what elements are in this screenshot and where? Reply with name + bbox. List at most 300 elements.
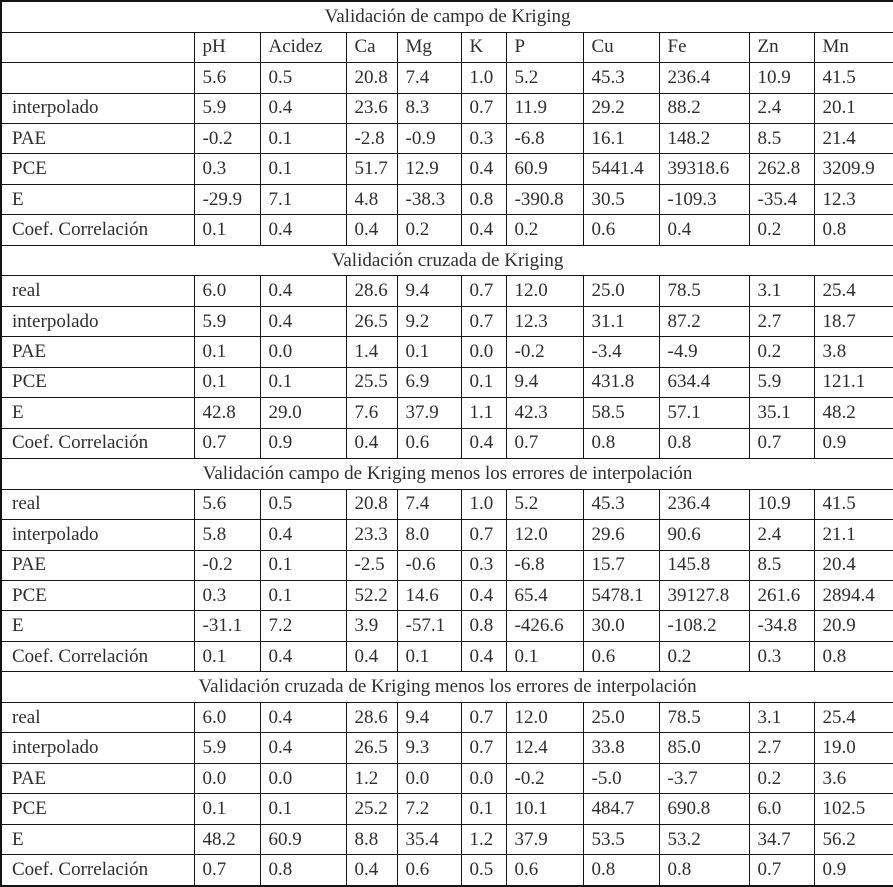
value-cell: 145.8	[659, 550, 749, 580]
value-cell: 0.4	[346, 641, 397, 671]
value-cell: 8.8	[346, 824, 397, 854]
value-cell: 0.3	[461, 550, 506, 580]
value-cell: 18.7	[814, 306, 893, 336]
value-cell: 121.1	[814, 367, 893, 397]
value-cell: 60.9	[506, 154, 583, 184]
value-cell: 5.2	[506, 489, 583, 519]
value-cell: 10.1	[506, 794, 583, 824]
value-cell: 23.6	[346, 93, 397, 123]
value-cell: 0.4	[260, 702, 346, 732]
value-cell: 42.3	[506, 398, 583, 428]
section-title: Validación campo de Kriging menos los errores de interpolación	[1, 459, 893, 489]
column-header-cell: Mn	[814, 32, 893, 62]
table-row	[1, 184, 893, 214]
value-cell: 0.1	[194, 367, 260, 397]
value-cell: 0.8	[659, 855, 749, 886]
value-cell: 26.5	[346, 306, 397, 336]
value-cell: 0.7	[461, 702, 506, 732]
value-cell: 0.1	[194, 641, 260, 671]
value-cell: 57.1	[659, 398, 749, 428]
value-cell: 29.2	[583, 93, 659, 123]
value-cell: -34.8	[749, 611, 814, 641]
column-header-cell: P	[506, 32, 583, 62]
value-cell: 0.4	[260, 215, 346, 245]
value-cell: 25.4	[814, 702, 893, 732]
value-cell: 0.7	[506, 428, 583, 458]
table-row	[1, 581, 893, 611]
value-cell: -390.8	[506, 184, 583, 214]
value-cell: 0.1	[260, 581, 346, 611]
value-cell: 3.6	[814, 763, 893, 793]
value-cell: 0.2	[749, 763, 814, 793]
value-cell: 56.2	[814, 824, 893, 854]
value-cell: 0.6	[397, 855, 461, 886]
value-cell: -57.1	[397, 611, 461, 641]
value-cell: 0.2	[397, 215, 461, 245]
value-cell: 11.9	[506, 93, 583, 123]
value-cell: 31.1	[583, 306, 659, 336]
row-label: PCE	[1, 794, 194, 824]
value-cell: 431.8	[583, 367, 659, 397]
value-cell: 0.6	[583, 641, 659, 671]
value-cell: 1.2	[461, 824, 506, 854]
value-cell: 9.2	[397, 306, 461, 336]
table-row	[1, 855, 893, 886]
value-cell: 48.2	[814, 398, 893, 428]
row-label: Coef. Correlación	[1, 215, 194, 245]
value-cell: 1.0	[461, 489, 506, 519]
row-label: PCE	[1, 154, 194, 184]
value-cell: 8.0	[397, 520, 461, 550]
value-cell: 0.4	[346, 855, 397, 886]
value-cell: 29.6	[583, 520, 659, 550]
value-cell: 0.4	[461, 581, 506, 611]
value-cell: -35.4	[749, 184, 814, 214]
value-cell: 5.9	[749, 367, 814, 397]
value-cell: 0.0	[461, 337, 506, 367]
value-cell: 261.6	[749, 581, 814, 611]
value-cell: 262.8	[749, 154, 814, 184]
table-row	[1, 550, 893, 580]
row-label: E	[1, 824, 194, 854]
value-cell: 5.6	[194, 63, 260, 93]
table-row	[1, 93, 893, 123]
table-row	[1, 337, 893, 367]
table-row	[1, 63, 893, 93]
value-cell: 0.7	[749, 428, 814, 458]
row-label: interpolado	[1, 306, 194, 336]
value-cell: 0.7	[194, 855, 260, 886]
value-cell: 0.6	[397, 428, 461, 458]
value-cell: 7.6	[346, 398, 397, 428]
value-cell: 3.1	[749, 702, 814, 732]
value-cell: -426.6	[506, 611, 583, 641]
value-cell: 21.4	[814, 123, 893, 153]
value-cell: 0.3	[194, 581, 260, 611]
row-label: PCE	[1, 367, 194, 397]
value-cell: 30.0	[583, 611, 659, 641]
value-cell: 45.3	[583, 489, 659, 519]
table-row	[1, 702, 893, 732]
value-cell: 0.2	[749, 337, 814, 367]
value-cell: 0.4	[659, 215, 749, 245]
table-row	[1, 276, 893, 306]
value-cell: 1.1	[461, 398, 506, 428]
value-cell: 9.4	[397, 702, 461, 732]
value-cell: 20.1	[814, 93, 893, 123]
value-cell: 87.2	[659, 306, 749, 336]
value-cell: 0.1	[461, 367, 506, 397]
row-label: PCE	[1, 581, 194, 611]
value-cell: 52.2	[346, 581, 397, 611]
value-cell: 102.5	[814, 794, 893, 824]
value-cell: 28.6	[346, 276, 397, 306]
row-label: Coef. Correlación	[1, 641, 194, 671]
value-cell: 0.4	[260, 520, 346, 550]
value-cell: 10.9	[749, 63, 814, 93]
table-row	[1, 428, 893, 458]
value-cell: 12.3	[506, 306, 583, 336]
value-cell: 0.4	[461, 215, 506, 245]
value-cell: 0.1	[260, 794, 346, 824]
value-cell: 0.1	[260, 550, 346, 580]
value-cell: -2.8	[346, 123, 397, 153]
value-cell: 148.2	[659, 123, 749, 153]
row-label: E	[1, 398, 194, 428]
value-cell: 4.8	[346, 184, 397, 214]
row-label: real	[1, 276, 194, 306]
value-cell: 88.2	[659, 93, 749, 123]
value-cell: 0.6	[506, 855, 583, 886]
value-cell: 0.4	[461, 641, 506, 671]
value-cell: 634.4	[659, 367, 749, 397]
value-cell: -31.1	[194, 611, 260, 641]
value-cell: 21.1	[814, 520, 893, 550]
value-cell: 5478.1	[583, 581, 659, 611]
value-cell: 0.2	[659, 641, 749, 671]
table-row	[1, 611, 893, 641]
value-cell: 0.1	[260, 154, 346, 184]
value-cell: 42.8	[194, 398, 260, 428]
value-cell: 0.7	[194, 428, 260, 458]
row-label: interpolado	[1, 520, 194, 550]
value-cell: 0.2	[506, 215, 583, 245]
value-cell: 0.1	[194, 337, 260, 367]
value-cell: -0.9	[397, 123, 461, 153]
value-cell: -0.2	[506, 337, 583, 367]
value-cell: 484.7	[583, 794, 659, 824]
section-title: Validación cruzada de Kriging	[1, 245, 893, 275]
value-cell: 0.1	[194, 794, 260, 824]
value-cell: 3209.9	[814, 154, 893, 184]
value-cell: 0.1	[260, 123, 346, 153]
value-cell: 690.8	[659, 794, 749, 824]
section-title-row	[1, 459, 893, 489]
row-label: Coef. Correlación	[1, 855, 194, 886]
value-cell: 26.5	[346, 733, 397, 763]
value-cell: 78.5	[659, 276, 749, 306]
value-cell: -6.8	[506, 123, 583, 153]
value-cell: 35.1	[749, 398, 814, 428]
section-title: Validación cruzada de Kriging menos los errores de interpolación	[1, 672, 893, 702]
value-cell: 0.7	[749, 855, 814, 886]
row-label: Coef. Correlación	[1, 428, 194, 458]
row-label: E	[1, 611, 194, 641]
value-cell: 5.9	[194, 93, 260, 123]
table-row	[1, 398, 893, 428]
value-cell: 39318.6	[659, 154, 749, 184]
value-cell: -38.3	[397, 184, 461, 214]
value-cell: 48.2	[194, 824, 260, 854]
value-cell: 12.4	[506, 733, 583, 763]
value-cell: 29.0	[260, 398, 346, 428]
value-cell: 7.4	[397, 489, 461, 519]
value-cell: -3.4	[583, 337, 659, 367]
value-cell: 0.4	[260, 93, 346, 123]
value-cell: 90.6	[659, 520, 749, 550]
column-header-cell: K	[461, 32, 506, 62]
column-header-cell: pH	[194, 32, 260, 62]
row-label: interpolado	[1, 93, 194, 123]
value-cell: 53.5	[583, 824, 659, 854]
value-cell: 0.0	[397, 763, 461, 793]
value-cell: -6.8	[506, 550, 583, 580]
table-row	[1, 763, 893, 793]
row-label: real	[1, 702, 194, 732]
value-cell: -2.5	[346, 550, 397, 580]
value-cell: 78.5	[659, 702, 749, 732]
value-cell: 0.5	[260, 489, 346, 519]
value-cell: 0.9	[260, 428, 346, 458]
value-cell: 0.3	[749, 641, 814, 671]
value-cell: -0.2	[194, 123, 260, 153]
value-cell: 1.2	[346, 763, 397, 793]
value-cell: 0.4	[260, 276, 346, 306]
value-cell: 5.6	[194, 489, 260, 519]
value-cell: 236.4	[659, 63, 749, 93]
value-cell: 60.9	[260, 824, 346, 854]
value-cell: 0.7	[461, 733, 506, 763]
value-cell: 16.1	[583, 123, 659, 153]
column-header-row	[1, 32, 893, 62]
value-cell: 85.0	[659, 733, 749, 763]
value-cell: 0.4	[461, 428, 506, 458]
value-cell: 39127.8	[659, 581, 749, 611]
value-cell: 0.8	[814, 215, 893, 245]
value-cell: 35.4	[397, 824, 461, 854]
value-cell: 0.1	[194, 215, 260, 245]
value-cell: 0.1	[260, 367, 346, 397]
value-cell: 25.5	[346, 367, 397, 397]
value-cell: -5.0	[583, 763, 659, 793]
value-cell: 9.4	[397, 276, 461, 306]
value-cell: 236.4	[659, 489, 749, 519]
value-cell: 23.3	[346, 520, 397, 550]
value-cell: 33.8	[583, 733, 659, 763]
value-cell: 3.8	[814, 337, 893, 367]
value-cell: 0.0	[260, 337, 346, 367]
value-cell: 0.7	[461, 93, 506, 123]
table-row	[1, 154, 893, 184]
value-cell: 20.9	[814, 611, 893, 641]
table-row	[1, 123, 893, 153]
value-cell: 6.0	[749, 794, 814, 824]
value-cell: -109.3	[659, 184, 749, 214]
value-cell: 0.5	[461, 855, 506, 886]
table-row	[1, 641, 893, 671]
value-cell: 25.0	[583, 276, 659, 306]
table-row	[1, 520, 893, 550]
value-cell: 25.2	[346, 794, 397, 824]
value-cell: 5.9	[194, 306, 260, 336]
value-cell: 0.3	[461, 123, 506, 153]
table-row	[1, 306, 893, 336]
value-cell: 28.6	[346, 702, 397, 732]
value-cell: 8.3	[397, 93, 461, 123]
value-cell: 3.1	[749, 276, 814, 306]
value-cell: 0.0	[461, 763, 506, 793]
value-cell: 41.5	[814, 489, 893, 519]
value-cell: 5.2	[506, 63, 583, 93]
value-cell: 14.6	[397, 581, 461, 611]
value-cell: 0.5	[260, 63, 346, 93]
value-cell: 20.8	[346, 63, 397, 93]
value-cell: 12.0	[506, 702, 583, 732]
table-row	[1, 367, 893, 397]
section-title-row	[1, 1, 893, 32]
value-cell: -0.2	[194, 550, 260, 580]
column-header-cell: Cu	[583, 32, 659, 62]
value-cell: 65.4	[506, 581, 583, 611]
value-cell: 7.4	[397, 63, 461, 93]
section-title: Validación de campo de Kriging	[1, 1, 893, 32]
row-label: real	[1, 489, 194, 519]
row-label	[1, 63, 194, 93]
value-cell: 0.6	[583, 215, 659, 245]
value-cell: 0.4	[461, 154, 506, 184]
value-cell: 9.4	[506, 367, 583, 397]
value-cell: 8.5	[749, 123, 814, 153]
value-cell: 51.7	[346, 154, 397, 184]
value-cell: 0.7	[461, 306, 506, 336]
value-cell: 0.7	[461, 520, 506, 550]
value-cell: 45.3	[583, 63, 659, 93]
value-cell: 12.0	[506, 276, 583, 306]
value-cell: 5.9	[194, 733, 260, 763]
value-cell: 2.7	[749, 306, 814, 336]
value-cell: 12.0	[506, 520, 583, 550]
value-cell: 3.9	[346, 611, 397, 641]
value-cell: 0.1	[506, 641, 583, 671]
value-cell: 8.5	[749, 550, 814, 580]
value-cell: 0.2	[749, 215, 814, 245]
value-cell: 12.9	[397, 154, 461, 184]
value-cell: 0.4	[346, 215, 397, 245]
table-row	[1, 824, 893, 854]
row-label: PAE	[1, 550, 194, 580]
value-cell: 2.7	[749, 733, 814, 763]
value-cell: 0.8	[461, 184, 506, 214]
value-cell: 0.9	[814, 855, 893, 886]
row-label: interpolado	[1, 733, 194, 763]
value-cell: -0.2	[506, 763, 583, 793]
value-cell: 25.0	[583, 702, 659, 732]
value-cell: 0.4	[346, 428, 397, 458]
column-header-cell: Mg	[397, 32, 461, 62]
row-label: PAE	[1, 123, 194, 153]
value-cell: 7.2	[397, 794, 461, 824]
value-cell: 37.9	[397, 398, 461, 428]
value-cell: -4.9	[659, 337, 749, 367]
table-row	[1, 794, 893, 824]
row-label: PAE	[1, 763, 194, 793]
value-cell: 30.5	[583, 184, 659, 214]
value-cell: 6.0	[194, 276, 260, 306]
value-cell: 0.8	[461, 611, 506, 641]
value-cell: 6.0	[194, 702, 260, 732]
column-header-cell: Ca	[346, 32, 397, 62]
value-cell: 20.4	[814, 550, 893, 580]
column-header-cell: Zn	[749, 32, 814, 62]
value-cell: 10.9	[749, 489, 814, 519]
value-cell: 0.4	[260, 306, 346, 336]
column-header-cell: Fe	[659, 32, 749, 62]
column-header-cell: Acidez	[260, 32, 346, 62]
value-cell: 20.8	[346, 489, 397, 519]
value-cell: 0.9	[814, 428, 893, 458]
value-cell: 1.4	[346, 337, 397, 367]
value-cell: -0.6	[397, 550, 461, 580]
value-cell: 5.8	[194, 520, 260, 550]
value-cell: 0.8	[814, 641, 893, 671]
value-cell: -3.7	[659, 763, 749, 793]
value-cell: 1.0	[461, 63, 506, 93]
value-cell: -29.9	[194, 184, 260, 214]
value-cell: 0.7	[461, 276, 506, 306]
row-label: E	[1, 184, 194, 214]
section-title-row	[1, 245, 893, 275]
value-cell: 0.4	[260, 641, 346, 671]
table-row	[1, 733, 893, 763]
value-cell: 0.1	[461, 794, 506, 824]
value-cell: 0.3	[194, 154, 260, 184]
value-cell: 6.9	[397, 367, 461, 397]
value-cell: 0.0	[260, 763, 346, 793]
value-cell: 2894.4	[814, 581, 893, 611]
value-cell: 5441.4	[583, 154, 659, 184]
value-cell: 41.5	[814, 63, 893, 93]
value-cell: 0.8	[659, 428, 749, 458]
value-cell: 2.4	[749, 93, 814, 123]
value-cell: 2.4	[749, 520, 814, 550]
table-row	[1, 489, 893, 519]
value-cell: 7.2	[260, 611, 346, 641]
value-cell: 25.4	[814, 276, 893, 306]
value-cell: 9.3	[397, 733, 461, 763]
section-title-row	[1, 672, 893, 702]
value-cell: 7.1	[260, 184, 346, 214]
value-cell: -108.2	[659, 611, 749, 641]
value-cell: 19.0	[814, 733, 893, 763]
row-label-header-cell	[1, 32, 194, 62]
value-cell: 53.2	[659, 824, 749, 854]
value-cell: 37.9	[506, 824, 583, 854]
value-cell: 0.4	[260, 733, 346, 763]
value-cell: 0.1	[397, 337, 461, 367]
table-body	[1, 1, 893, 886]
value-cell: 0.8	[583, 428, 659, 458]
value-cell: 58.5	[583, 398, 659, 428]
